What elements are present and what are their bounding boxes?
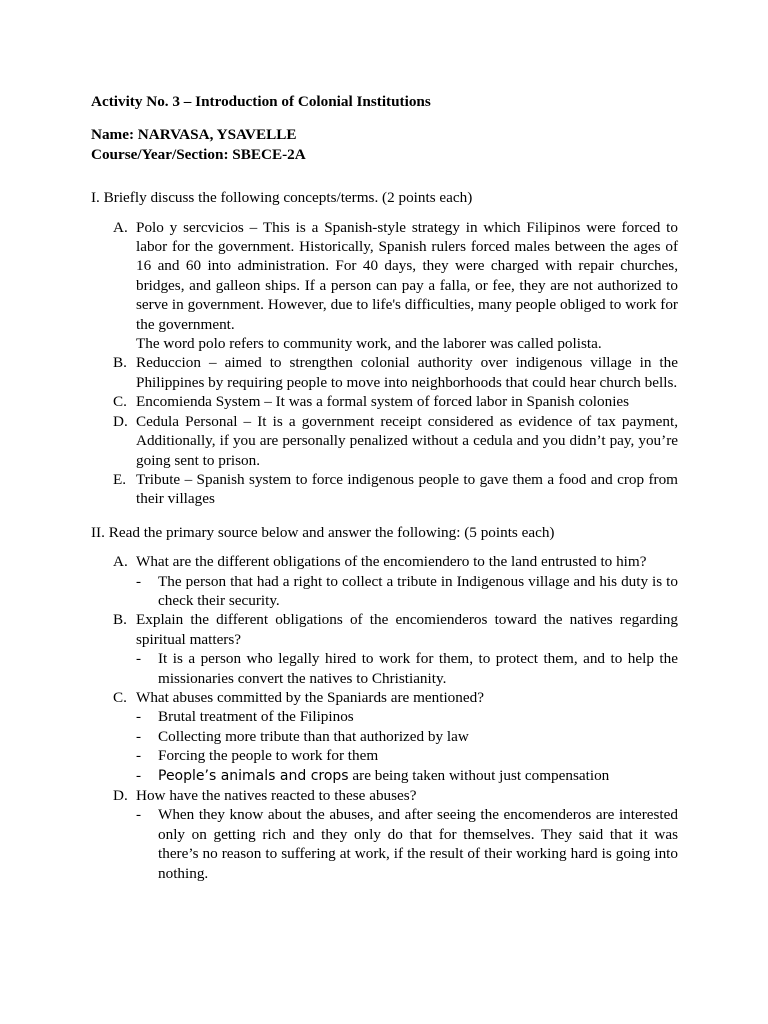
answer-item [136, 707, 678, 726]
dash-marker: - [136, 727, 142, 745]
dash-marker: - [136, 708, 142, 726]
answer-item [136, 746, 678, 765]
item-text: The word polo refers to community work, and the laborer was called polista. [136, 335, 602, 353]
course-section: Course/Year/Section: SBECE-2A [91, 145, 306, 163]
list-item [91, 786, 678, 883]
item-text: Polo y sercvicios – This is a Spanish-style strategy in which Filipinos were forced to labor for the government. Historically, Spanish rulers forced males between the ages of 16 and 60 into administration. For 40 days, they were charged with repair churches, bridges, and galleon ships. If a person can pay a falla, or fee, they are not authorized to serve in government. However, due to life's difficulties, many people obliged to work for the government. [136, 218, 678, 333]
list-item [91, 470, 678, 509]
student-name: Name: NARVASA, YSAVELLE [91, 126, 297, 144]
list-item [91, 688, 678, 786]
list-item [91, 392, 678, 411]
item-text: Reduccion – aimed to strengthen colonial authority over indigenous village in the Philippines by requiring people to move into neighborhoods that could hear church bells. [136, 354, 678, 391]
dash-marker: - [136, 650, 142, 668]
item-text: Tribute – Spanish system to force indigenous people to gave them a food and crop from their villages [136, 470, 678, 508]
document-page [91, 92, 678, 883]
section-1-list [91, 218, 678, 509]
answer-text: It is a person who legally hired to work for them, to protect them, and to help the missionaries convert the natives to Christianity. [158, 650, 678, 687]
document-title: Activity No. 3 – Introduction of Colonial Institutions [91, 93, 431, 110]
answer-list [136, 572, 678, 611]
answer-item [136, 649, 678, 688]
answer-list [136, 707, 678, 786]
dash-marker: - [136, 747, 142, 765]
answer-list [136, 649, 678, 688]
question-text: What are the different obligations of the encomiendero to the land entrusted to him? [136, 553, 647, 571]
answer-item [136, 766, 678, 786]
answer-item [136, 805, 678, 883]
answer-text: Collecting more tribute than that authorized by law [158, 727, 469, 745]
item-marker: A. [113, 553, 128, 571]
list-item [91, 353, 678, 392]
answer-list [136, 805, 678, 883]
answer-text-part: are being taken without just compensation [348, 766, 610, 784]
item-marker: E. [113, 470, 127, 488]
answer-text: Forcing the people to work for them [158, 747, 379, 765]
item-marker: B. [113, 354, 127, 372]
dash-marker: - [136, 572, 142, 590]
item-marker: C. [113, 688, 127, 706]
answer-item [136, 572, 678, 611]
item-marker: D. [113, 412, 128, 430]
section-2-heading: II. Read the primary source below and answer the following: (5 points each) [91, 523, 555, 541]
answer-text: When they know about the abuses, and after seeing the encomenderos are interested only on getting rich and they only do that for themselves. They said that it was there’s no reason to suffering at work, if the result of their working hard is going into nothing. [158, 806, 678, 882]
item-marker: A. [113, 218, 128, 236]
item-marker: B. [113, 611, 127, 629]
list-item [91, 610, 678, 688]
answer-item [136, 727, 678, 746]
dash-marker: - [136, 766, 142, 784]
answer-text: Brutal treatment of the Filipinos [158, 708, 354, 726]
answer-text-part: People’s animals and crops [158, 767, 349, 784]
dash-marker: - [136, 806, 142, 824]
question-text: How have the natives reacted to these abuses? [136, 787, 417, 804]
question-text: Explain the different obligations of the encomienderos toward the natives regarding spiritual matters? [136, 611, 678, 648]
item-text: Encomienda System – It was a formal system of forced labor in Spanish colonies [136, 393, 630, 411]
item-marker: C. [113, 393, 127, 411]
answer-text: The person that had a right to collect a tribute in Indigenous village and his duty is to check their security. [158, 572, 678, 609]
question-text: What abuses committed by the Spaniards are mentioned? [136, 688, 484, 706]
list-item [91, 218, 678, 354]
item-marker: D. [113, 787, 128, 804]
list-item [91, 412, 678, 470]
section-2-list [91, 552, 678, 883]
list-item [91, 552, 678, 610]
section-1-heading: I. Briefly discuss the following concepts/terms. (2 points each) [91, 189, 473, 207]
item-text: Cedula Personal – It is a government receipt considered as evidence of tax payment, Additionally, if you are personally penalized without a cedula and you didn’t pay, you’re going sent to prison. [136, 412, 678, 469]
